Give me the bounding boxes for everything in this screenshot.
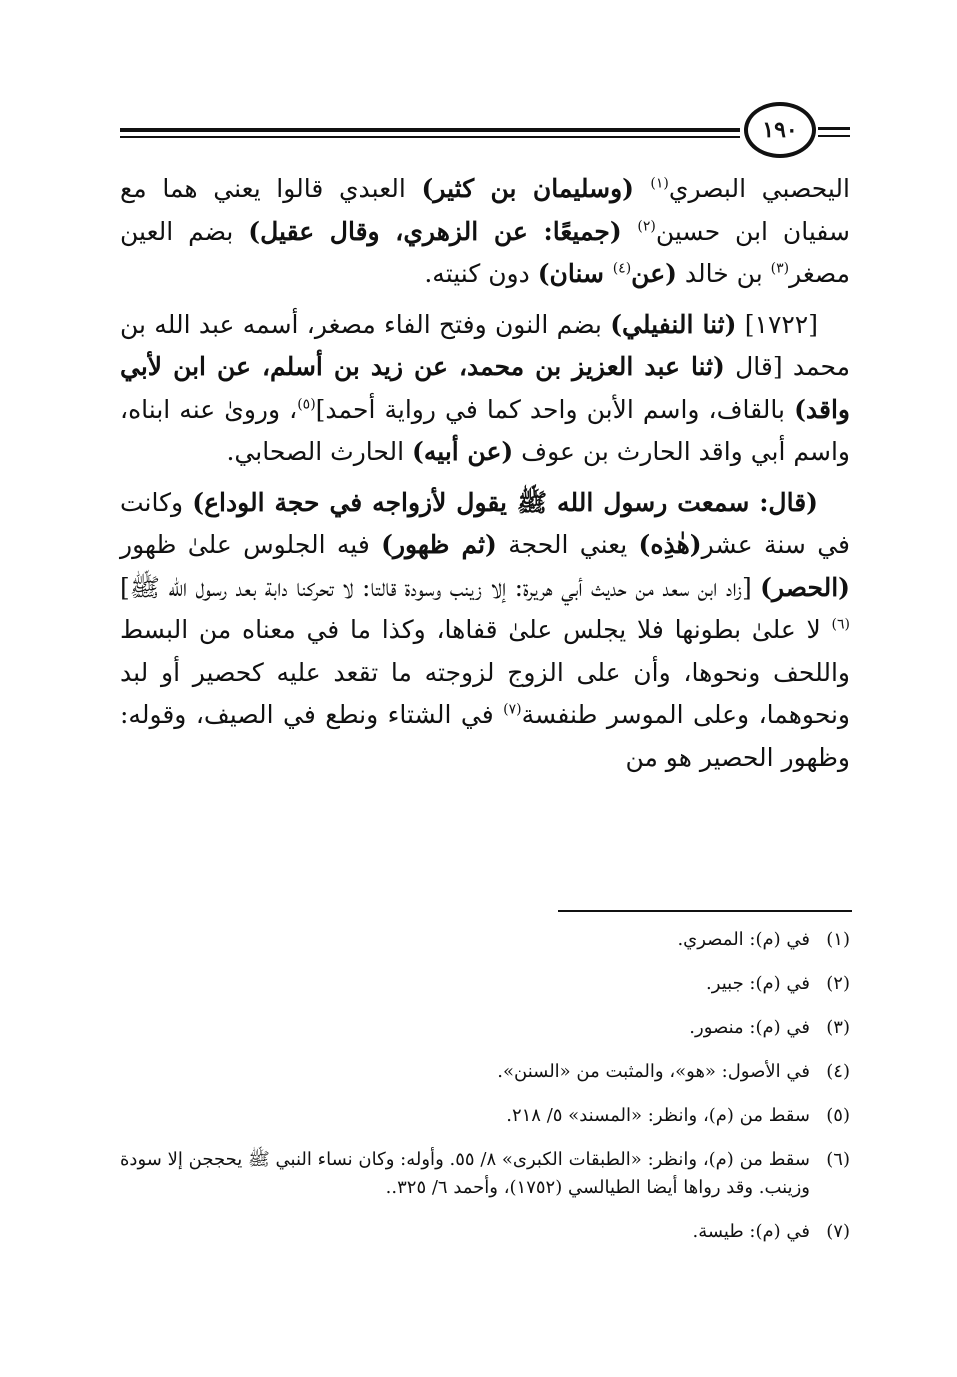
- footnote-text: في (م): المصري.: [677, 929, 810, 950]
- hadith-text: (جميعًا: عن الزهري، وقال عقيل): [248, 216, 638, 246]
- footnote-number: (٦): [826, 1149, 850, 1170]
- commentary-text: يعني الحجة: [496, 530, 639, 559]
- footnote: [120, 970, 850, 998]
- commentary-text: في الشتاء ونطع في الصيف، وقوله: وظهور الحصير هو من: [120, 700, 850, 772]
- page-header: [120, 100, 850, 160]
- footnote-number: (٧): [826, 1221, 850, 1242]
- footnote-number: (٣): [826, 1017, 850, 1038]
- commentary-text: بضم النون وفتح الفاء مصغر، أسمه عبد الله بن محمد [قال: [120, 309, 850, 381]
- paragraph: [120, 304, 850, 474]
- commentary-text: بضم العين مصغر: [120, 216, 850, 288]
- hadith-text: (عن: [631, 259, 677, 288]
- footnote-text: في (م): جبير.: [706, 973, 810, 994]
- footnote-ref: (١): [650, 175, 669, 192]
- header-rule-tail-thin: [818, 135, 850, 137]
- footnote-ref: (٦): [831, 616, 850, 633]
- hadith-text: (ثنا عبد العزيز بن محمد، عن زيد بن أسلم، عن ابن لأبي واقد): [120, 352, 850, 424]
- footnote: [120, 926, 850, 954]
- commentary-text: العبدي قالوا يعني هما مع سفيان ابن حسين: [120, 174, 850, 246]
- commentary-text: الحارث الصحابي.: [226, 437, 413, 466]
- header-rule-thick: [120, 128, 740, 132]
- main-text: [120, 168, 850, 779]
- footnote: [120, 1058, 850, 1086]
- footnote-ref: (٤): [612, 260, 632, 277]
- commentary-text: بن خالد: [676, 259, 771, 288]
- footnote-text: في (م): طيسة.: [692, 1221, 810, 1242]
- footnote-text: سقط من (م)، وانظر: «الطبقات الكبرى» ٨/ ٥٥. وأوله: وكان نساء النبي ﷺ يحججن إلا سودة وزينب. وقد رواها أيضا الطيالسي (١٧٥٢)، وأحمد ٦/ ٣٢٥..: [120, 1149, 810, 1198]
- footnote-text: في الأصول: «هو»، والمثبت من «السنن».: [497, 1061, 810, 1082]
- header-rule-tail: [818, 127, 850, 130]
- commentary-text: بالقاف، واسم الأبن واحد كما في رواية أحمد]: [315, 394, 795, 424]
- footnote-ref: (٢): [637, 218, 656, 235]
- footnotes: [120, 926, 850, 1262]
- page-number: ١٩٠: [744, 102, 816, 158]
- commentary-text: لا علىٰ بطونها فلا يجلس علىٰ قفاها، وكذا ما في معناه من البسط واللحف ونحوها، وأن على الزوج لزوجته ما تقعد عليه كحصير أو لبد ونحوهما، وعلى الموسر طنفسة: [120, 615, 850, 729]
- commentary-text: وكانت في سنة عشر: [120, 487, 850, 559]
- hadith-text: (ثم ظهور): [381, 530, 497, 559]
- paragraph: [120, 482, 850, 780]
- commentary-text: [زاد ابن سعد من حديث أبي هريرة: إلا زينب وسودة قالتا: لا تحركنا دابة بعد رسول الله ﷺ]: [120, 572, 761, 602]
- footnote-ref: (٧): [503, 701, 522, 718]
- hadith-text: (قال: سمعت رسول الله ﷺ يقول لأزواجه في حجة الوداع): [192, 487, 818, 517]
- hadith-text: (ثنا النفيلي): [610, 309, 737, 339]
- footnote-text: في (م): منصور.: [689, 1017, 810, 1038]
- footnote: [120, 1014, 850, 1042]
- footnote-number: (٤): [826, 1061, 850, 1082]
- footnote: [120, 1146, 850, 1202]
- hadith-text: (هٰذِه): [638, 530, 702, 559]
- commentary-text: ، وروىٰ عنه ابناه، واسم أبي واقد الحارث بن عوف: [120, 394, 850, 466]
- footnote-ref: (٣): [770, 260, 790, 277]
- paragraph: [120, 168, 850, 296]
- footnote-number: (٥): [826, 1105, 850, 1126]
- footnote: [120, 1218, 850, 1246]
- hadith-text: (عن أبيه): [412, 437, 514, 466]
- footnote-separator: [558, 910, 852, 912]
- footnote-number: (٢): [826, 973, 850, 994]
- footnote-number: (١): [826, 929, 850, 950]
- commentary-text: [١٧٢٢]: [736, 309, 818, 339]
- footnote-ref: (٥): [297, 396, 316, 413]
- hadith-text: (الحصر): [760, 572, 850, 602]
- footnote: [120, 1102, 850, 1130]
- header-rule-thin: [120, 136, 740, 138]
- commentary-text: فيه الجلوس علىٰ ظهور: [120, 530, 382, 559]
- commentary-text: دون كنيته.: [424, 259, 538, 288]
- hadith-text: (وسليمان بن كثير): [421, 174, 651, 203]
- hadith-text: سنان): [537, 259, 613, 288]
- commentary-text: اليحصبي البصري: [668, 174, 850, 203]
- footnote-text: سقط من (م)، وانظر: «المسند» ٥/ ٢١٨.: [506, 1105, 810, 1126]
